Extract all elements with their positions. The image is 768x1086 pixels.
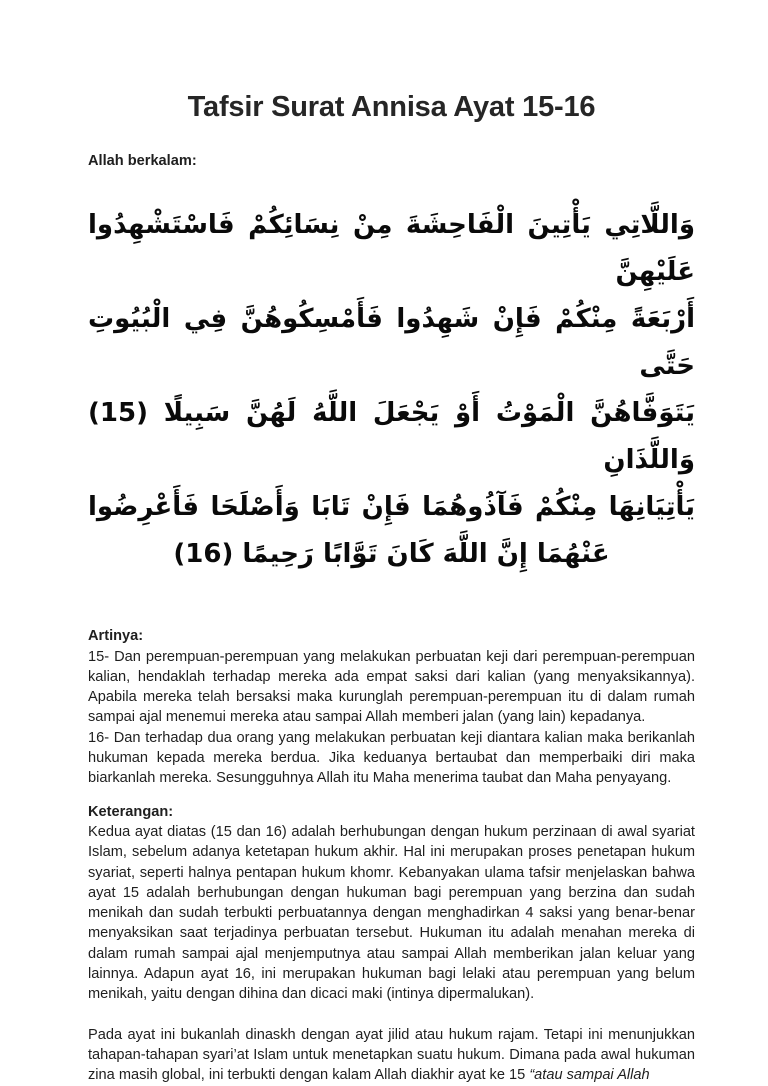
- translation-verse-15: 15- Dan perempuan-perempuan yang melakukan perbuatan keji dari perempuan-perempuan kalian, hendaklah terhadap mereka ada empat saksi dari kalian (yang menyaksikannya). Apabila mereka telah bersaksi maka kurunglah perempuan-perempuan itu di dalam rumah sampai ajal menemui mereka atau sampai Allah memberi jalan (yang lain) kepadanya.: [88, 648, 695, 726]
- commentary-paragraph-2-text: Pada ayat ini bukanlah dinaskh dengan ayat jilid atau hukum rajam. Tetapi ini menunjukkan tahapan-tahapan syari’at Islam untuk menetapkan suatu hukum. Dimana pada awal hukuman zina masih global, ini terbukti dengan kalam Allah diakhir ayat ke 15: [88, 1026, 695, 1084]
- arabic-line-1: وَاللَّاتِي يَأْتِينَ الْفَاحِشَةَ مِنْ نِسَائِكُمْ فَاسْتَشْهِدُوا عَلَيْهِنَّ: [88, 210, 695, 288]
- arabic-line-4: يَأْتِيَانِهَا مِنْكُمْ فَآذُوهُمَا فَإِنْ تَابَا وَأَصْلَحَا فَأَعْرِضُوا: [88, 492, 695, 523]
- arabic-line-2: أَرْبَعَةً مِنْكُمْ فَإِنْ شَهِدُوا فَأَمْسِكُوهُنَّ فِي الْبُيُوتِ حَتَّى: [88, 304, 695, 382]
- commentary-paragraph-1: Kedua ayat diatas (15 dan 16) adalah berhubungan dengan hukum perzinaan di awal syariat Islam, sebelum adanya ketetapan hukum akhir. Hal ini merupakan proses penetapan hukum syariat, seperti halnya pentapan hukum khomr. Kebanyakan ulama tafsir menjelaskan bahwa ayat 15 adalah berhubungan dengan hukuman bagi perempuan yang berzina dan sudah menikah dan sudah terbukti perbuatannya dengan menghadirkan 4 saksi yang benar-benar menyaksikan saat terjadinya perbuatan tersebut. Hukuman itu adalah menahan mereka di dalam rumah sampai ajal menjemputnya atau sampai Allah memberikan jalan keluar yang lainnya. Adapun ayat 16, ini merupakan hukuman bagi lelaki atau perempuan yang belum menikah, yaitu dengan dihina dan dicaci maki (intinya dipermalukan).: [88, 823, 695, 1003]
- arabic-line-5: عَنْهُمَا إِنَّ اللَّهَ كَانَ تَوَّابًا رَحِيمًا (16): [173, 539, 610, 570]
- commentary-paragraph-2: [88, 1025, 695, 1086]
- page-title: Tafsir Surat Annisa Ayat 15-16: [187, 91, 596, 123]
- arabic-line-3: يَتَوَفَّاهُنَّ الْمَوْتُ أَوْ يَجْعَلَ اللَّهُ لَهُنَّ سَبِيلًا (15) وَاللَّذَانِ: [88, 398, 695, 476]
- intro-label: Allah berkalam:: [88, 153, 197, 169]
- commentary-heading: Keterangan:: [88, 803, 174, 820]
- translation-heading: Artinya:: [88, 628, 144, 645]
- quran-verse-arabic: [88, 202, 695, 578]
- translation-verse-16: 16- Dan terhadap dua orang yang melakukan perbuatan keji diantara kalian maka berikanlah hukuman kepada mereka berdua. Jika keduanya bertaubat dan memperbaiki diri maka biarkanlah mereka. Sesungguhnya Allah itu Maha menerima taubat dan Maha penyayang.: [88, 729, 695, 787]
- commentary-quote-italic: “atau sampai Allah: [529, 1067, 650, 1084]
